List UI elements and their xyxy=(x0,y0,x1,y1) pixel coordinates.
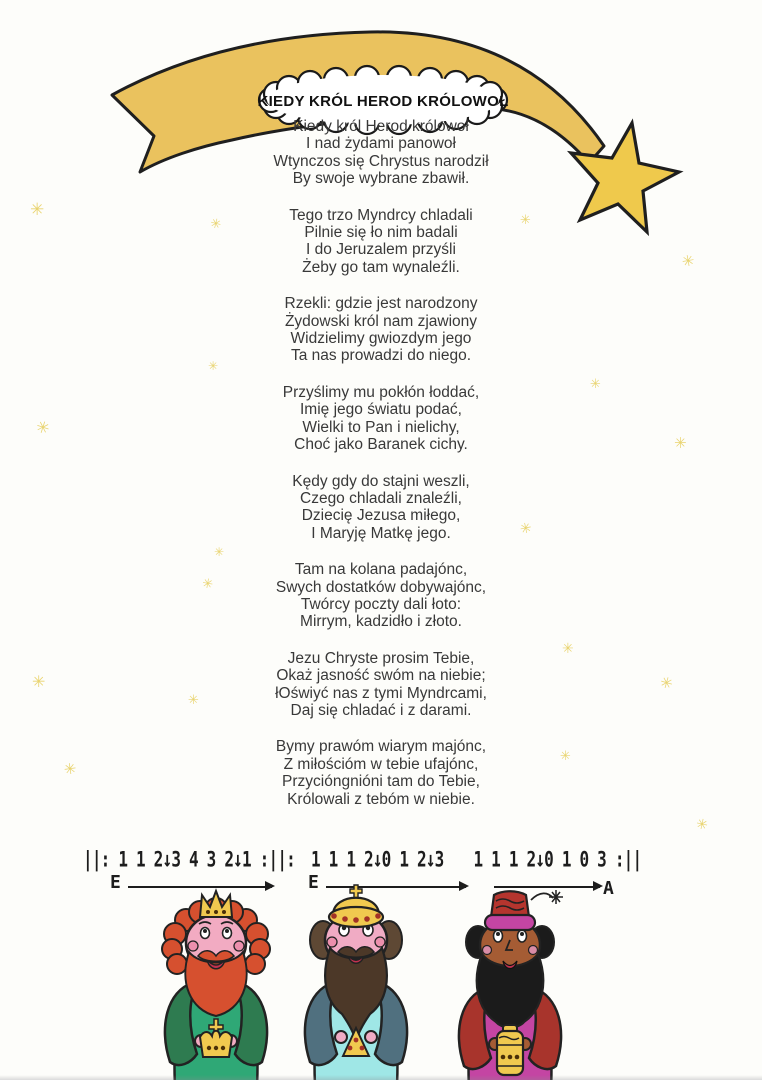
king2-crown-band xyxy=(329,907,383,927)
king3-cheek xyxy=(483,946,492,955)
lyric-line: Okaż jasność swóm na niebie; xyxy=(276,667,486,685)
lyric-line: Twórcy poczty dali łoto: xyxy=(300,595,462,613)
king2-cheek xyxy=(327,937,337,947)
sparkle-icon: ✳ xyxy=(214,545,225,559)
verse-4 xyxy=(0,384,762,454)
king-figure-1 xyxy=(146,886,286,1080)
verse-6 xyxy=(0,561,762,631)
sparkle-icon: ✳ xyxy=(520,213,531,228)
lyric-line: By swoje wybrane zbawił. xyxy=(292,170,470,188)
sparkle-icon: ✳ xyxy=(62,759,78,779)
lyric-line: Wtynczos się Chrystus narodził xyxy=(273,152,489,170)
king1-gift-crown xyxy=(200,1031,232,1057)
lyric-line: Choć jako Baranek cichy. xyxy=(294,436,468,454)
king3-hat-sparkle-icon xyxy=(549,890,563,904)
sparkle-icon: ✳ xyxy=(560,749,571,764)
song-title: KIEDY KRÓL HEROD KRÓLOWOŁ xyxy=(257,93,509,110)
king1-cheek xyxy=(234,941,244,951)
lyric-line: Imię jego światu podać, xyxy=(300,401,462,419)
lyric-line: Ta nas prowadzi do niego. xyxy=(290,347,472,365)
sparkle-icon: ✳ xyxy=(562,641,574,657)
lyric-line: I Maryję Matkę jego. xyxy=(311,524,451,542)
lyric-line: Tam na kolana padajónc, xyxy=(294,561,468,579)
notation-line xyxy=(83,846,642,872)
verse-8 xyxy=(0,738,762,808)
sparkle-icon: ✳ xyxy=(674,434,687,452)
king3-hat-top xyxy=(491,891,529,917)
lyric-line: Wielki to Pan i nielichy, xyxy=(302,418,460,436)
king2-cheek xyxy=(375,937,385,947)
chord-label-e2: E xyxy=(308,872,319,893)
notation-segment-2: 1 1 1 2↓0 1 2↓3 xyxy=(311,846,444,872)
lyric-line: I nad żydami panowoł xyxy=(306,135,456,153)
lyric-line: Królowali z tebóm w niebie. xyxy=(287,790,475,808)
sparkle-icon: ✳ xyxy=(208,215,223,234)
lyric-line: Przyślimy mu pokłón łoddać, xyxy=(282,383,480,401)
notation-segment-1: ||: 1 1 2↓3 4 3 2↓1 :||: xyxy=(83,846,295,872)
verse-7 xyxy=(0,650,762,720)
king-figure-3 xyxy=(440,888,580,1080)
chord-label-a: A xyxy=(603,878,614,899)
lyric-line: Rzekli: gdzie jest narodzony xyxy=(284,295,478,313)
sparkle-icon: ✳ xyxy=(32,672,46,691)
chord-label-e1: E xyxy=(110,872,121,893)
lyric-line: Tego trzo Myndrcy chladali xyxy=(289,206,473,224)
lyric-line: Z miłościóm w tebie ufajónc, xyxy=(283,755,479,773)
king3-cheek xyxy=(529,946,538,955)
king1-crown-dots xyxy=(206,910,226,914)
lyric-line: łOświyć nas z tymi Myndrcami, xyxy=(275,684,487,702)
lyric-line: Bymy prawóm wiarym majónc, xyxy=(275,738,487,756)
lyric-line: Widzielimy gwiozdym jego xyxy=(290,330,472,348)
lyric-line: Mirrym, kadzidło i złoto. xyxy=(300,613,462,631)
king-figure-2 xyxy=(286,884,426,1080)
lyric-line: Dziecię Jezusa miłego, xyxy=(301,507,461,525)
sparkle-icon: ✳ xyxy=(200,576,215,593)
lyric-line: Swych dostatków dobywajónc, xyxy=(275,578,487,596)
verse-5 xyxy=(0,473,762,543)
lyric-line: Jezu Chryste prosim Tebie, xyxy=(287,649,475,667)
lyric-line: I do Jeruzalem przyśli xyxy=(306,241,456,259)
sparkle-icon: ✳ xyxy=(33,416,53,439)
lyric-line: Przycióngnióni tam do Tebie, xyxy=(282,773,480,791)
lyric-line: Daj się chladać i z darami. xyxy=(290,701,472,719)
sparkle-icon: ✳ xyxy=(518,519,534,539)
lyrics-block xyxy=(0,118,762,827)
lyric-line: Kędy gdy do stajni weszli, xyxy=(292,472,470,490)
lyric-line: Pilnie się ło nim badali xyxy=(304,224,458,242)
king3-hat-band xyxy=(485,915,535,930)
lyric-line: Kiedy król Herod królowoł xyxy=(293,118,469,135)
sparkle-icon: ✳ xyxy=(30,200,45,220)
king2-hand xyxy=(365,1031,377,1043)
verse-2 xyxy=(0,207,762,277)
notation-segment-3: 1 1 1 2↓0 1 0 3 :|| xyxy=(473,846,642,872)
sparkle-icon: ✳ xyxy=(208,359,219,373)
sparkle-icon: ✳ xyxy=(188,693,199,708)
sparkle-icon: ✳ xyxy=(657,672,675,694)
sparkle-icon: ✳ xyxy=(694,815,710,835)
king1-cheek xyxy=(188,941,198,951)
verse-1 xyxy=(0,118,762,188)
lyric-line: Czego chladali znaleźli, xyxy=(300,489,462,507)
king2-hand xyxy=(335,1031,347,1043)
sparkle-icon: ✳ xyxy=(680,251,696,271)
king1-gift-dots xyxy=(207,1046,225,1050)
lyric-line: Żeby go tam wynaleźli. xyxy=(302,258,460,276)
sparkle-icon: ✳ xyxy=(590,377,601,392)
king3-gift-dots xyxy=(501,1055,520,1060)
lyric-line: Żydowski król nam zjawiony xyxy=(284,312,478,330)
verse-3 xyxy=(0,295,762,365)
